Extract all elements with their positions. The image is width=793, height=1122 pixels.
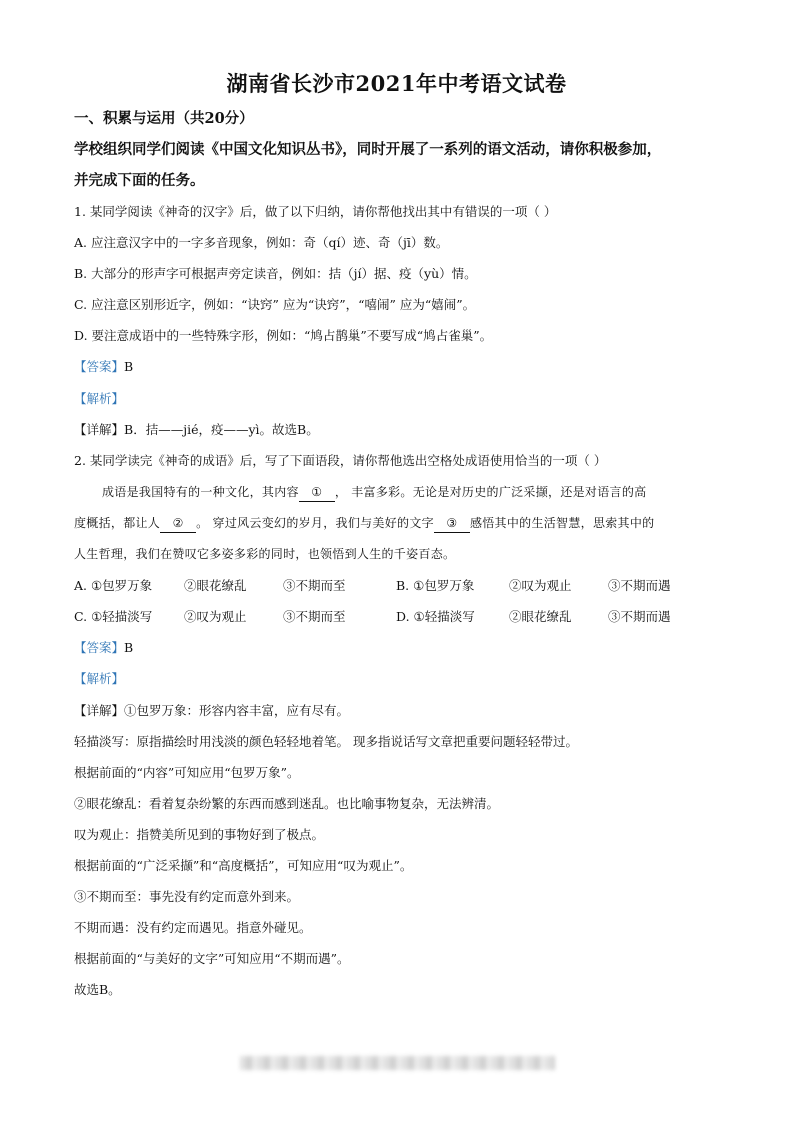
- q1-option-a: A. 应注意汉字中的一字多音现象，例如：奇（qí）迹、奇（jī）数。: [74, 235, 449, 250]
- q2-detail-4: ②眼花缭乱：看着复杂纷繁的东西而感到迷乱。也比喻事物复杂，无法辨清。: [74, 796, 500, 811]
- q2-passage-line-3: 人生哲理，我们在赞叹它多姿多彩的同时，也领悟到人生的千姿百态。: [74, 547, 456, 561]
- q2-option-d-1: D. ①轻描淡写: [396, 609, 475, 624]
- analysis-tag: 【解析】: [74, 671, 125, 686]
- blurred-footer-watermark: [240, 1056, 555, 1070]
- detail-text: ①包罗万象：形容内容丰富，应有尽有。: [124, 703, 350, 718]
- answer-value: B: [124, 640, 134, 655]
- passage-text: 度概括，都让人: [74, 516, 161, 530]
- answer-tag: 【答案】: [74, 359, 125, 374]
- q2-option-a-3: ③不期而至: [283, 578, 346, 593]
- answer-value: B: [124, 359, 134, 374]
- q2-option-d-3: ③不期而遇: [608, 609, 671, 624]
- q2-detail-5: 叹为观止：指赞美所见到的事物好到了极点。: [74, 827, 325, 842]
- q2-detail-2: 轻描淡写：原指描绘时用浅淡的颜色轻轻地着笔。 现多指说话写文章把重要问题轻轻带过。: [74, 734, 578, 749]
- q2-passage-line-2: [74, 514, 734, 533]
- q2-detail-6: 根据前面的“广泛采撷”和“高度概括”，可知应用“叹为观止”。: [74, 858, 413, 873]
- q1-answer: [74, 358, 734, 376]
- q2-detail-3: 根据前面的“内容”可知应用“包罗万象”。: [74, 765, 300, 780]
- q2-detail-9: 根据前面的“与美好的文字”可知应用“不期而遇”。: [74, 951, 350, 966]
- q1-stem: 1. 某同学阅读《神奇的汉字》后，做了以下归纳，请你帮他找出其中有错误的一项（ ）: [74, 204, 557, 219]
- q2-option-a-1: A. ①包罗万象: [74, 578, 153, 593]
- passage-text: 成语是我国特有的一种文化，其内容: [102, 485, 299, 499]
- q2-detail-10: 故选B。: [74, 982, 121, 997]
- intro-line-2: 并完成下面的任务。: [74, 172, 205, 189]
- q2-detail-1: [74, 702, 734, 720]
- q2-option-d-2: ②眼花缭乱: [509, 609, 572, 624]
- blank-3: ③: [434, 514, 470, 533]
- document-title: 湖南省长沙市2021年中考语文试卷: [226, 71, 567, 96]
- answer-tag: 【答案】: [74, 640, 125, 655]
- q1-analysis: [74, 390, 734, 408]
- q2-option-b-3: ③不期而遇: [608, 578, 671, 593]
- q2-analysis: [74, 670, 734, 688]
- q1-option-b: B. 大部分的形声字可根据声旁定读音，例如：拮（jí）据、疫（yù）情。: [74, 266, 477, 281]
- q2-option-b-1: B. ①包罗万象: [396, 578, 475, 593]
- q1-option-d: D. 要注意成语中的一些特殊字形，例如：“鸠占鹊巢”不要写成“鸠占雀巢”。: [74, 328, 493, 343]
- q2-answer: [74, 639, 734, 657]
- q2-option-c-3: ③不期而至: [283, 609, 346, 624]
- q2-option-c-1: C. ①轻描淡写: [74, 609, 153, 624]
- detail-text: B．拮——jié，疫——yì。故选B。: [124, 422, 319, 437]
- q2-option-a-2: ②眼花缭乱: [184, 578, 247, 593]
- passage-text: 感悟其中的生活智慧，思索其中的: [469, 516, 655, 530]
- blank-1: ①: [299, 483, 335, 502]
- q2-option-c-2: ②叹为观止: [184, 609, 247, 624]
- analysis-tag: 【解析】: [74, 391, 125, 406]
- q2-passage-line-1: [102, 483, 762, 502]
- passage-text: 。 穿过风云变幻的岁月，我们与美好的文字: [196, 516, 434, 530]
- q2-detail-7: ③不期而至：事先没有约定而意外到来。: [74, 889, 300, 904]
- q2-detail-8: 不期而遇：没有约定而遇见。指意外碰见。: [74, 920, 312, 935]
- q1-option-c: C. 应注意区别形近字，例如：“诀窍” 应为“诀窍”，“嘻闹” 应为“嬉闹”。: [74, 297, 476, 312]
- passage-text: ， 丰富多彩。无论是对历史的广泛采撷，还是对语言的高: [334, 485, 647, 499]
- detail-tag: 【详解】: [74, 422, 125, 437]
- q2-option-b-2: ②叹为观止: [509, 578, 572, 593]
- q1-detail: [74, 421, 734, 439]
- detail-tag: 【详解】: [74, 703, 125, 718]
- section-heading: 一、积累与运用（共20分）: [74, 110, 254, 127]
- q2-stem: 2. 某同学读完《神奇的成语》后，写了下面语段，请你帮他选出空格处成语使用恰当的一项（ ）: [74, 453, 607, 468]
- blank-2: ②: [160, 514, 196, 533]
- intro-line-1: 学校组织同学们阅读《中国文化知识丛书》，同时开展了一系列的语文活动，请你积极参加，: [74, 141, 662, 158]
